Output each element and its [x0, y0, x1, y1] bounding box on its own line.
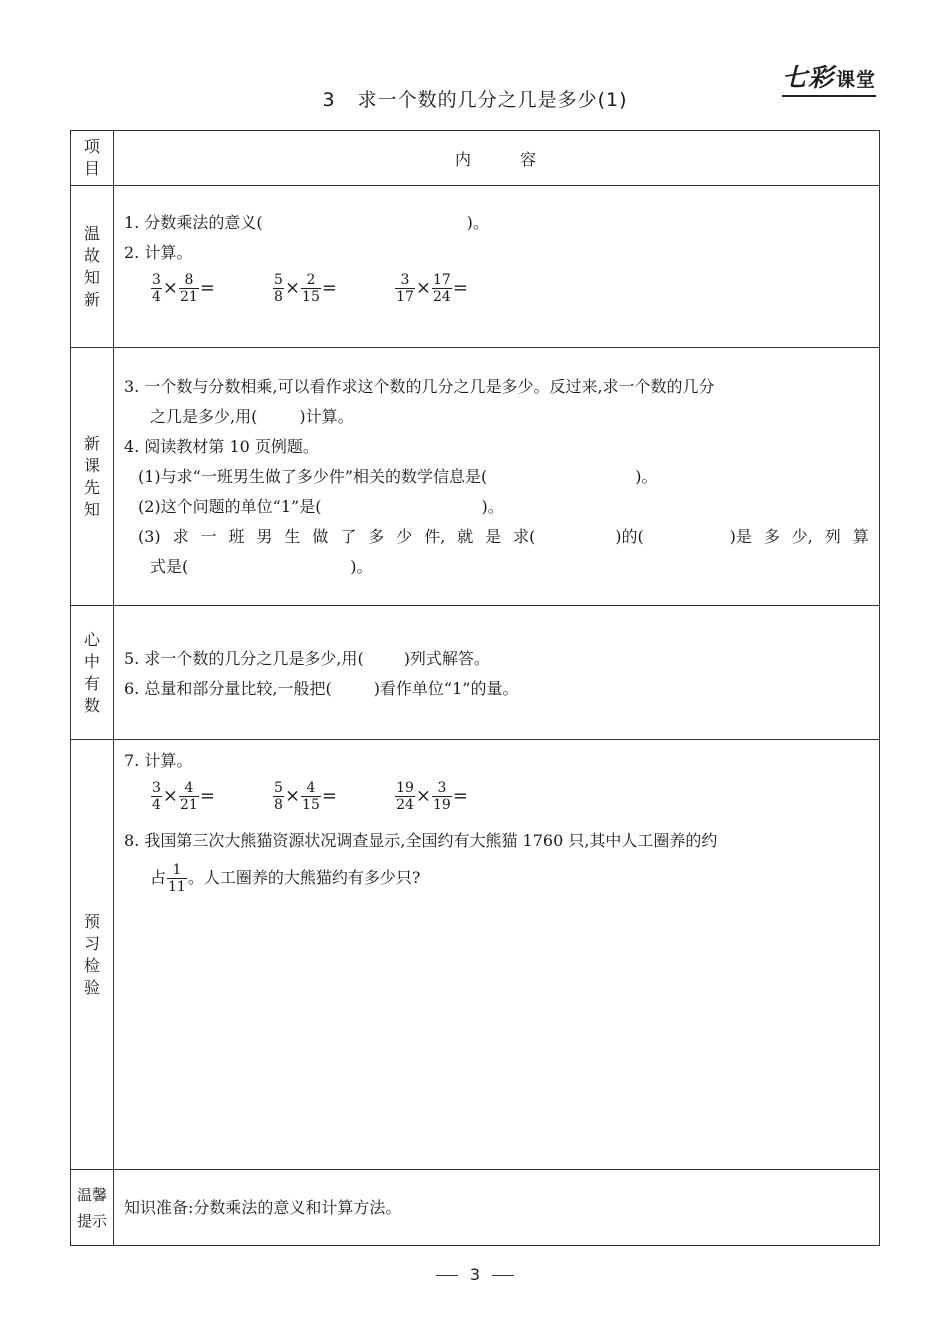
fraction: $\frac{3}{4}$	[152, 272, 161, 305]
header-content-cell	[114, 131, 880, 186]
fraction: $\frac{1}{11}$	[168, 862, 186, 895]
fraction: $\frac{5}{8}$	[274, 780, 283, 813]
page-footer	[0, 1265, 950, 1284]
tips-text: 知识准备:分数乘法的意义和计算方法。	[124, 1197, 402, 1217]
check-content-cell	[114, 740, 880, 1170]
fraction: $\frac{8}{21}$	[180, 272, 198, 305]
equals-sign: =	[452, 277, 468, 299]
check-expr-3	[394, 780, 468, 813]
lesson-title: 求一个数的几分之几是多少(1)	[357, 89, 628, 111]
question-3-line-1: 3. 一个数与分数相乘,可以看作求这个数的几分之几是多少。反过来,求一个数的几分	[124, 377, 715, 396]
fraction: $\frac{3}{19}$	[432, 780, 451, 813]
question-1: 1. 分数乘法的意义( )。	[124, 213, 489, 232]
check-math-row	[150, 780, 869, 822]
preview-content-cell	[114, 348, 880, 606]
fraction: $\frac{19}{24}$	[396, 780, 414, 813]
review-expr-2	[272, 272, 337, 305]
fraction: $\frac{17}{24}$	[432, 272, 451, 305]
tips-label-line-2: 提示	[76, 1211, 107, 1230]
review-label-cell	[71, 186, 114, 348]
question-7: 7. 计算。	[124, 751, 193, 770]
brand-script: 七彩	[781, 63, 834, 92]
header-row	[71, 131, 880, 186]
page-title	[0, 85, 950, 112]
equals-sign: =	[199, 277, 215, 299]
question-8-line-1: 8. 我国第三次大熊猫资源状况调查显示,全国约有大熊猫 1760 只,其中人工圈养的约	[124, 831, 718, 850]
review-expr-1	[150, 272, 215, 305]
fraction: $\frac{4}{21}$	[180, 780, 198, 813]
mind-label-cell	[71, 606, 114, 740]
fraction: $\frac{4}{15}$	[302, 780, 320, 813]
question-4-2: (2)这个问题的单位“1”是( )。	[138, 497, 504, 516]
review-label: 温故知新	[83, 223, 100, 309]
mind-row	[71, 606, 880, 740]
brand-name: 课堂	[835, 69, 876, 91]
fraction: $\frac{3}{17}$	[396, 272, 414, 305]
footer-dash-right	[492, 1275, 514, 1276]
mind-content-cell	[114, 606, 880, 740]
check-expr-1	[150, 780, 215, 813]
times-sign: ×	[415, 785, 431, 807]
question-4-3-line-1: (3) 求 一 班 男 生 做 了 多 少 件, 就 是 求( )的( )是 多 少, 列 算	[138, 527, 869, 546]
check-label-cell	[71, 740, 114, 1170]
lesson-number: 3	[322, 89, 336, 111]
times-sign: ×	[284, 785, 301, 807]
question-4: 4. 阅读教材第 10 页例题。	[124, 437, 319, 456]
tips-label-cell	[71, 1170, 114, 1246]
fraction: $\frac{2}{15}$	[302, 272, 320, 305]
question-6: 6. 总量和部分量比较,一般把( )看作单位“1”的量。	[124, 679, 519, 698]
tips-content-cell	[114, 1170, 880, 1246]
times-sign: ×	[415, 277, 431, 299]
worksheet-table	[70, 130, 880, 1246]
times-sign: ×	[162, 785, 179, 807]
question-5: 5. 求一个数的几分之几是多少,用( )列式解答。	[124, 649, 490, 668]
mind-label: 心中有数	[83, 629, 100, 715]
review-expr-3	[394, 272, 468, 305]
equals-sign: =	[321, 785, 337, 807]
fraction: $\frac{3}{4}$	[152, 780, 161, 813]
tips-row	[71, 1170, 880, 1246]
page-number: 3	[469, 1265, 481, 1284]
check-expr-2	[272, 780, 337, 813]
question-3-line-2: 之几是多少,用( )计算。	[150, 407, 354, 426]
times-sign: ×	[162, 277, 179, 299]
check-row	[71, 740, 880, 1170]
preview-label: 新课先知	[83, 433, 100, 519]
equals-sign: =	[321, 277, 337, 299]
review-row	[71, 186, 880, 348]
equals-sign: =	[199, 785, 215, 807]
review-content-cell	[114, 186, 880, 348]
check-label: 预习检验	[83, 911, 100, 997]
preview-row	[71, 348, 880, 606]
question-4-3-line-2: 式是( )。	[150, 557, 373, 576]
times-sign: ×	[284, 277, 301, 299]
header-item-cell	[71, 131, 114, 186]
review-math-row	[150, 272, 869, 314]
question-8-line-2: 占 $\frac{1}{11}$ 。人工圈养的大熊猫约有多少只?	[150, 862, 421, 895]
footer-dash-left	[436, 1275, 458, 1276]
question-2: 2. 计算。	[124, 243, 193, 262]
tips-label-line-1: 温馨	[76, 1185, 107, 1204]
header-content-label: 内 容	[454, 149, 539, 169]
equals-sign: =	[452, 785, 468, 807]
preview-label-cell	[71, 348, 114, 606]
fraction: $\frac{5}{8}$	[274, 272, 283, 305]
question-4-1: (1)与求“一班男生做了多少件”相关的数学信息是( )。	[138, 467, 658, 486]
header-item-label: 项目	[83, 137, 100, 178]
